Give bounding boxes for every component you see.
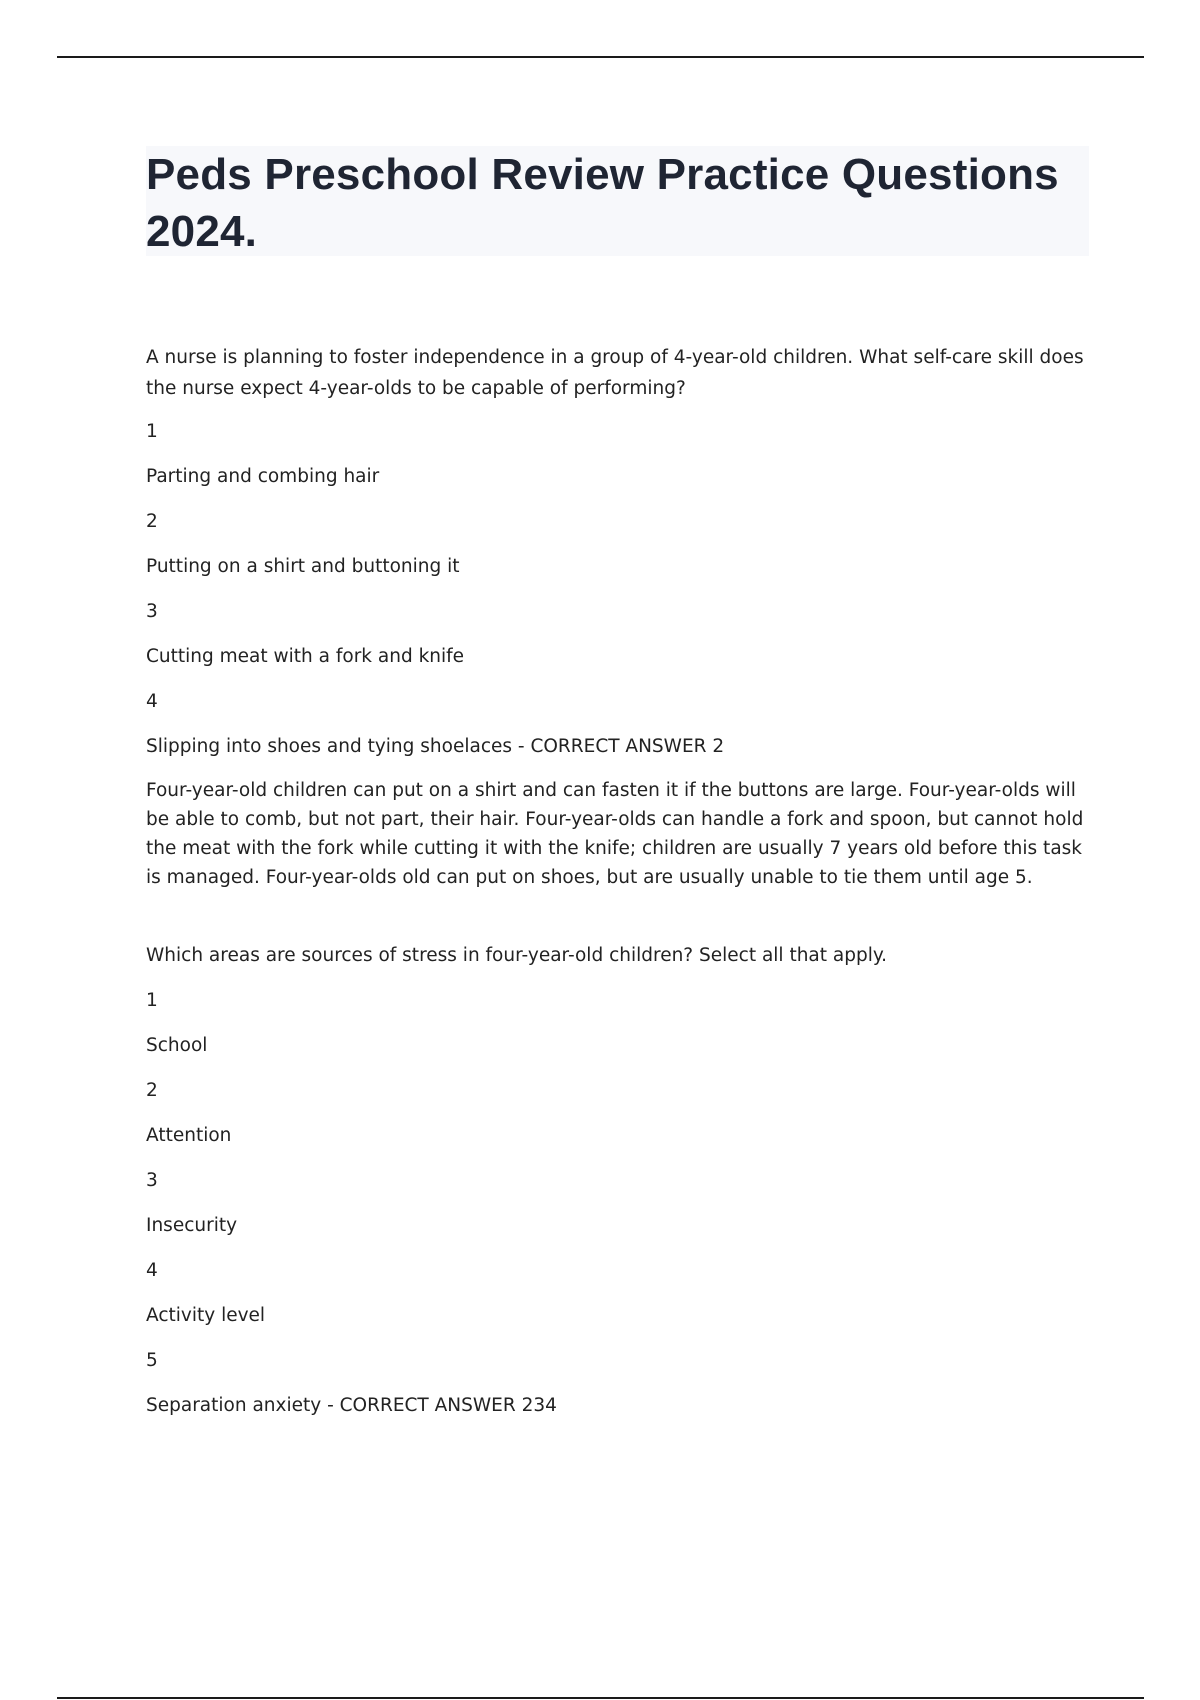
option-number: 4 [146,1260,158,1281]
page-title: Peds Preschool Review Practice Questions 2024. [146,150,1059,256]
option-text: Activity level [146,1305,266,1326]
option-text: Attention [146,1125,232,1146]
option-number: 2 [146,511,158,532]
question-text: A nurse is planning to foster independence in a group of 4-year-old children. What self-care skill does the nurse expect 4-year-olds to be capable of performing? [146,347,1084,399]
option-text-answer: Slipping into shoes and tying shoelaces - CORRECT ANSWER 2 [146,736,725,757]
question-text: Which areas are sources of stress in four-year-old children? Select all that apply. [146,945,888,966]
bottom-rule [57,1697,1144,1699]
title-box [146,146,1089,256]
top-rule [57,56,1144,58]
option-number: 3 [146,601,158,622]
option-number: 2 [146,1080,158,1101]
option-number: 4 [146,691,158,712]
option-text: Cutting meat with a fork and knife [146,646,465,667]
option-text-answer: Separation anxiety - CORRECT ANSWER 234 [146,1395,557,1416]
option-number: 3 [146,1170,158,1191]
option-text: Insecurity [146,1215,238,1236]
question-2 [146,940,1086,1435]
option-text: Parting and combing hair [146,466,380,487]
option-number: 1 [146,990,158,1011]
option-number: 5 [146,1350,158,1371]
option-number: 1 [146,421,158,442]
question-1 [146,342,1086,892]
option-text: School [146,1035,208,1056]
document-body [146,342,1086,1435]
answer-explanation: Four-year-old children can put on a shirt and can fasten it if the buttons are large. Four-year-olds will be able to comb, but not part, their hair. Four-year-olds can handle a fork and spoon, but cannot hold the meat with the fork while cutting it with the knife; children are usually 7 years old before this task is managed. Four-year-olds old can put on shoes, but are usually unable to tie them until age 5. [146,780,1084,888]
option-text: Putting on a shirt and buttoning it [146,556,460,577]
